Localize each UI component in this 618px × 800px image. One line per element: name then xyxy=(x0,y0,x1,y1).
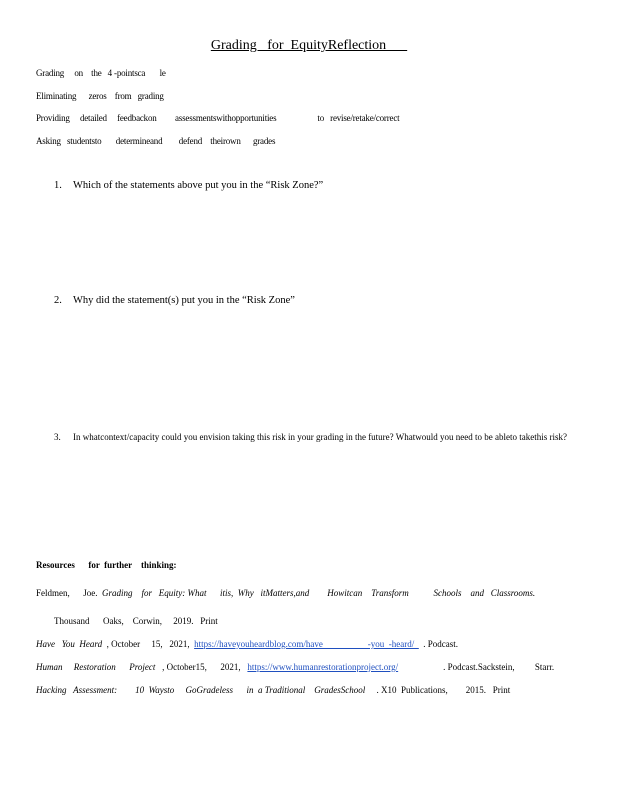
question-number: 2. xyxy=(54,295,62,306)
reference-publisher: . X10 Publications, 2015. Print xyxy=(365,685,511,695)
reference-date: , October 15, 2021, xyxy=(102,639,195,649)
statement-eliminating-zeros: Eliminating zeros from grading xyxy=(36,91,164,101)
reference-hacking-assessment xyxy=(36,685,510,695)
question-3 xyxy=(54,431,570,443)
reference-title: Have You Heard xyxy=(36,639,103,649)
reference-have-you-heard xyxy=(36,639,458,649)
question-1 xyxy=(54,180,323,191)
reference-title: Hacking Assessment: 10 Waysto GoGradeless in a Traditional GradesSchool xyxy=(36,685,366,695)
statement-students-defend: Asking studentsto determineand defend theirown grades xyxy=(36,136,276,146)
question-number: 1. xyxy=(54,180,62,191)
reference-date: , October15, 2021, xyxy=(155,662,248,672)
reference-feldman xyxy=(36,588,535,598)
resources-heading: Resources for further thinking: xyxy=(36,560,177,570)
document-title: Grading for EquityReflection xyxy=(210,38,408,53)
reference-type: . Podcast.Sackstein, Starr. xyxy=(398,662,555,672)
reference-link[interactable]: https://haveyouheardblog.com/have -you -heard/ xyxy=(194,639,419,649)
question-number: 3. xyxy=(54,432,61,442)
question-2 xyxy=(54,295,295,306)
question-text: Why did the statement(s) put you in the “Risk Zone” xyxy=(73,295,295,306)
question-text: Which of the statements above put you in the “Risk Zone?” xyxy=(73,180,324,191)
statement-grading-scale: Grading on the 4 -pointsca le xyxy=(36,68,166,78)
question-text: In whatcontext/capacity could you envision taking this risk in your grading in the future? Whatwould you need to be ableto takethis risk? xyxy=(73,432,567,442)
reference-author: Feldmen, Joe. xyxy=(36,588,102,598)
statement-detailed-feedback: Providing detailed feedbackon assessmentswithopportunities to revise/retake/correct xyxy=(36,113,400,123)
reference-human-restoration xyxy=(36,662,554,672)
reference-type: . Podcast. xyxy=(418,639,459,649)
reference-link[interactable]: https://www.humanrestorationproject.org/ xyxy=(247,662,399,672)
reference-title: Human Restoration Project xyxy=(36,662,156,672)
reference-title: Grading for Equity: What itis, Why itMatters,and Howitcan Transform Schools and Classrooms. xyxy=(102,588,536,598)
reference-feldman-continued: Thousand Oaks, Corwin, 2019. Print xyxy=(54,616,218,626)
